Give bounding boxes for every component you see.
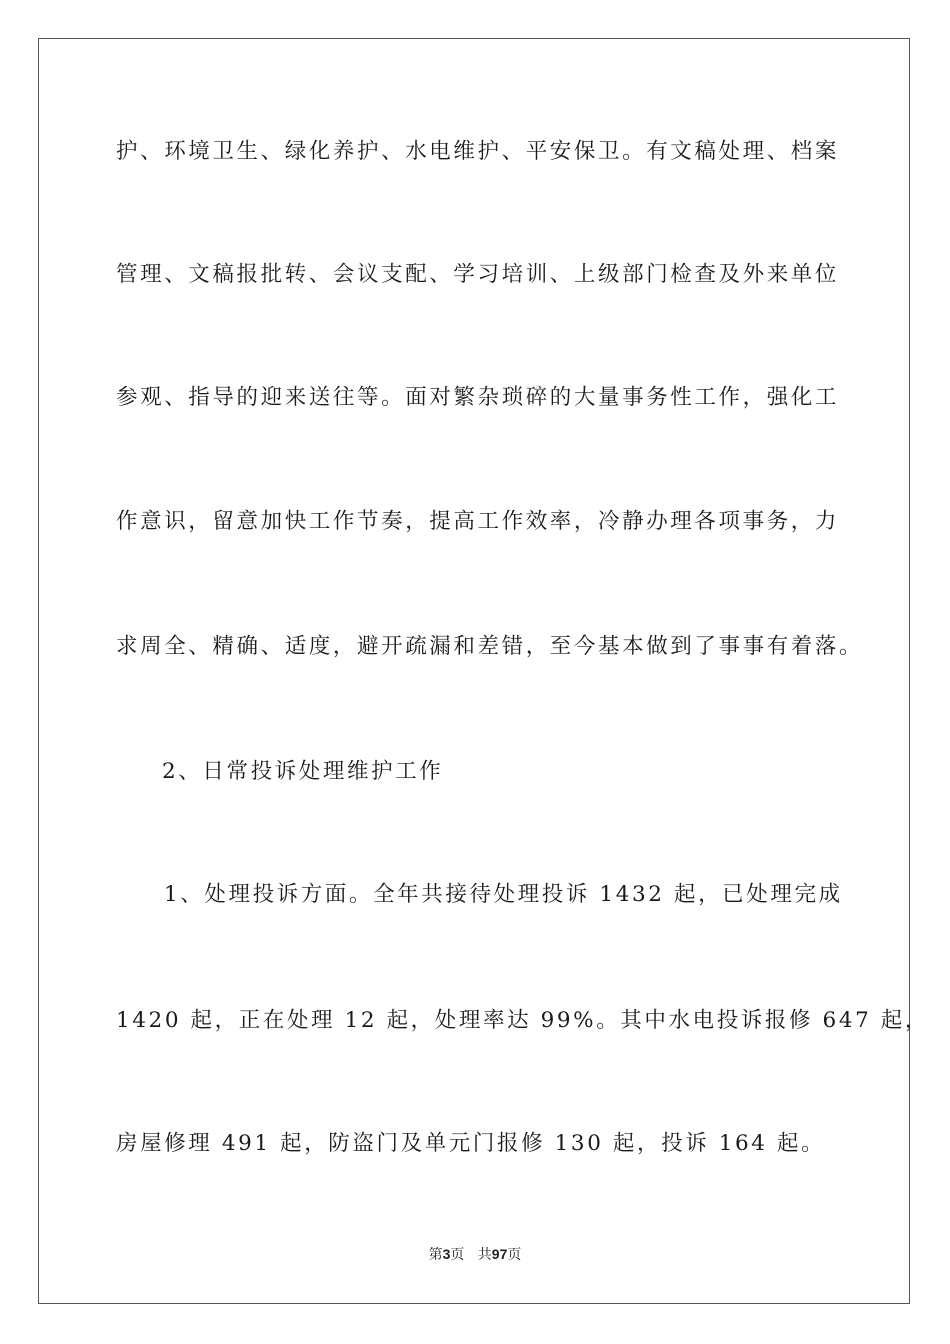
paragraph-line: 1420 起，正在处理 12 起，处理率达 99%。其中水电投诉报修 647 起， [116,1008,930,1033]
page-label-suffix: 页 [450,1247,465,1263]
page-border [38,38,910,1304]
total-pages: 97 [491,1246,508,1262]
total-label-suffix: 页 [507,1247,522,1263]
page-number: 3 [442,1246,451,1262]
section-heading: 2、日常投诉处理维护工作 [162,759,444,784]
page-label-prefix: 第 [428,1247,443,1263]
paragraph-line: 参观、指导的迎来送往等。面对繁杂琐碎的大量事务性工作，强化工 [116,385,840,410]
page-footer [0,1244,950,1265]
total-label-prefix: 共 [477,1247,492,1263]
paragraph-line: 房屋修理 491 起，防盗门及单元门报修 130 起，投诉 164 起。 [116,1131,826,1156]
paragraph-line: 护、环境卫生、绿化养护、水电维护、平安保卫。有文稿处理、档案 [116,139,840,164]
paragraph-line: 管理、文稿报批转、会议支配、学习培训、上级部门检查及外来单位 [116,262,840,287]
paragraph-line: 1、处理投诉方面。全年共接待处理投诉 1432 起，已处理完成 [164,882,843,907]
paragraph-line: 求周全、精确、适度，避开疏漏和差错，至今基本做到了事事有着落。 [116,634,864,659]
paragraph-line: 作意识，留意加快工作节奏，提高工作效率，冷静办理各项事务，力 [116,509,840,534]
